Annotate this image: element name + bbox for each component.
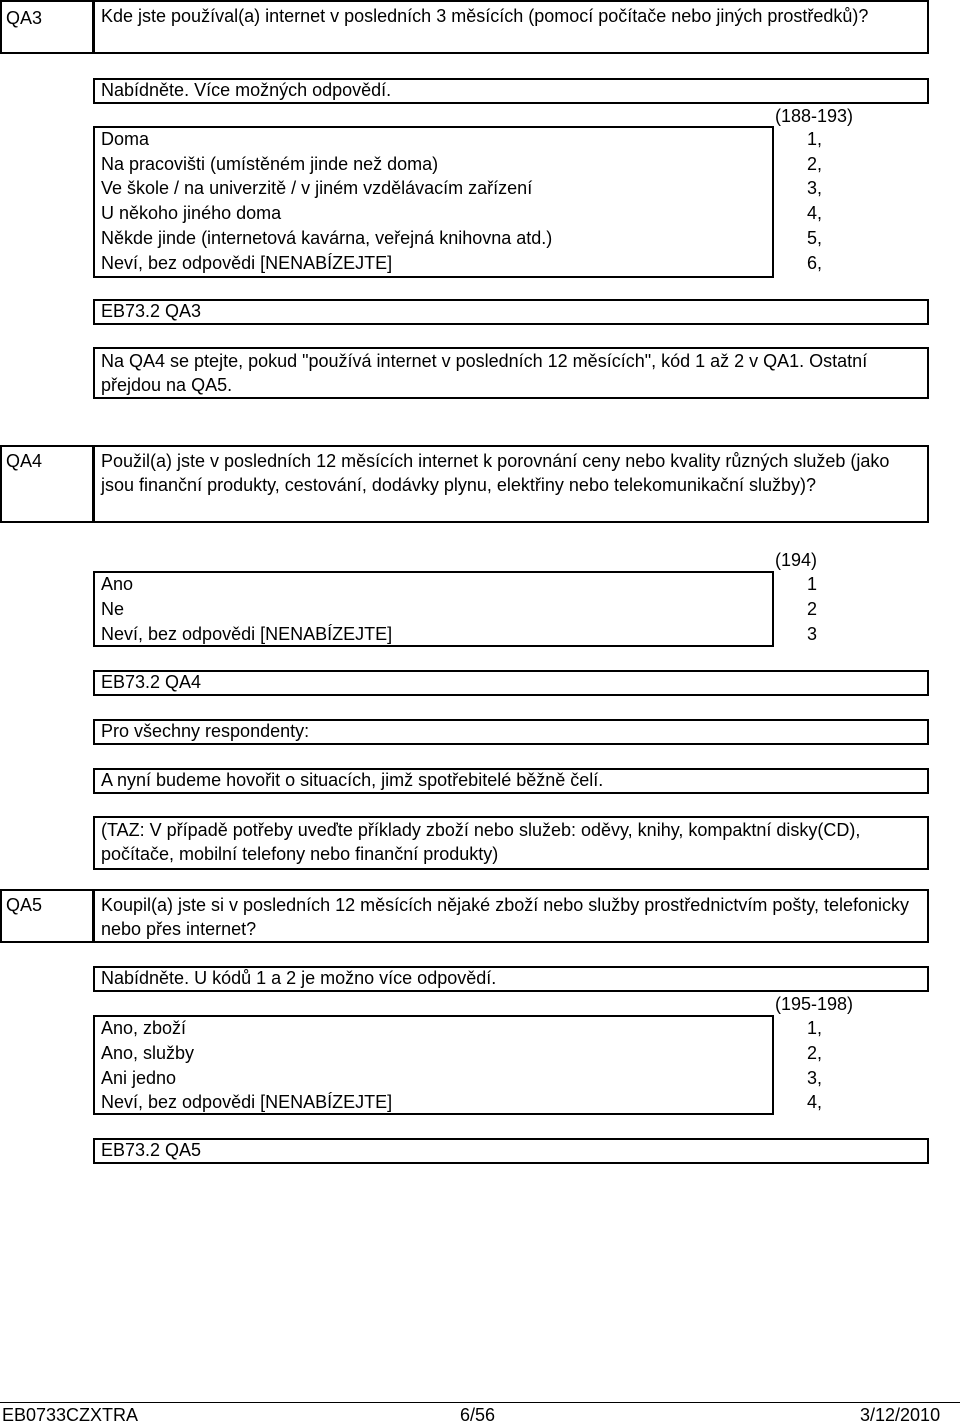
taz-note: (TAZ: V případě potřeby uveďte příklady zboží nebo služeb: oděvy, knihy, kompaktní disky(CD), počítače, mobilní telefony nebo finanční produkty) xyxy=(101,820,861,864)
qa4-option-code: 3 xyxy=(806,624,817,644)
footer-page-number: 6/56 xyxy=(460,1405,496,1425)
qa4-id: QA4 xyxy=(6,451,43,471)
qa3-option-label: Na pracovišti (umístěném jinde než doma) xyxy=(101,154,439,174)
qa5-option-code: 1, xyxy=(806,1018,822,1038)
qa5-option-label: Ani jedno xyxy=(101,1068,177,1088)
qa3-option-code: 2, xyxy=(806,154,822,174)
qa5-ref: EB73.2 QA5 xyxy=(101,1140,202,1160)
qa5-question: Koupil(a) jste si v posledních 12 měsících nějaké zboží nebo služby prostřednictvím pošty, telefonicky nebo přes internet? xyxy=(101,895,910,939)
footer-doc-id: EB0733CZXTRA xyxy=(2,1405,139,1425)
qa3-question: Kde jste používal(a) internet v posledních 3 měsících (pomocí počítače nebo jiných prostředků)? xyxy=(101,6,869,26)
qa3-ref-box xyxy=(93,299,929,325)
qa3-option-label: U někoho jiného doma xyxy=(101,203,282,223)
qa4-column-code: (194) xyxy=(775,550,818,570)
qa5-option-label: Ano, zboží xyxy=(101,1018,187,1038)
qa5-option-code: 4, xyxy=(806,1092,822,1112)
qa3-option-code: 1, xyxy=(806,129,822,149)
qa3-id: QA3 xyxy=(6,8,43,28)
qa5-option-label: Ano, služby xyxy=(101,1043,195,1063)
footer-date: 3/12/2010 xyxy=(860,1405,941,1425)
qa5-column-code: (195-198) xyxy=(775,994,854,1014)
all-respondents: Pro všechny respondenty: xyxy=(101,721,310,741)
qa3-option-label: Ve škole / na univerzitě / v jiném vzdělávacím zařízení xyxy=(101,178,533,198)
qa4-question: Použil(a) jste v posledních 12 měsících internet k porovnání ceny nebo kvality různých služeb (jako jsou finanční produkty, cestování, dodávky plynu, elektřiny nebo telekomunikační služby)? xyxy=(101,451,890,495)
qa3-option-code: 5, xyxy=(806,228,822,248)
qa5-option-code: 2, xyxy=(806,1043,822,1063)
qa4-option-code: 1 xyxy=(806,574,817,594)
qa3-option-code: 6, xyxy=(806,253,822,273)
intro: A nyní budeme hovořit o situacích, jimž spotřebitelé běžně čelí. xyxy=(101,770,604,790)
qa3-option-label: Neví, bez odpovědi [NENABÍZEJTE] xyxy=(101,253,393,273)
qa3-ref: EB73.2 QA3 xyxy=(101,301,202,321)
qa5-option-code: 3, xyxy=(806,1068,822,1088)
qa3-option-label: Někde jinde (internetová kavárna, veřejná knihovna atd.) xyxy=(101,228,553,248)
qa4-option-code: 2 xyxy=(806,599,817,619)
qa5-instruction: Nabídněte. U kódů 1 a 2 je možno více odpovědí. xyxy=(101,968,497,988)
qa4-option-label: Ano xyxy=(101,574,134,594)
qa4-option-label: Neví, bez odpovědi [NENABÍZEJTE] xyxy=(101,624,393,644)
qa3-routing: Na QA4 se ptejte, pokud "používá internet v posledních 12 měsících", kód 1 až 2 v QA1. Ostatní přejdou na QA5. xyxy=(101,351,868,395)
qa4-ref: EB73.2 QA4 xyxy=(101,672,202,692)
qa3-option-code: 4, xyxy=(806,203,822,223)
qa3-instruction: Nabídněte. Více možných odpovědí. xyxy=(101,80,392,100)
qa3-column-code: (188-193) xyxy=(775,106,854,126)
qa5-option-label: Neví, bez odpovědi [NENABÍZEJTE] xyxy=(101,1092,393,1112)
qa5-ref-box xyxy=(93,1138,929,1164)
qa4-option-label: Ne xyxy=(101,599,125,619)
qa3-option-code: 3, xyxy=(806,178,822,198)
qa3-option-label: Doma xyxy=(101,129,150,149)
qa4-ref-box xyxy=(93,670,929,696)
qa5-id: QA5 xyxy=(6,895,43,915)
